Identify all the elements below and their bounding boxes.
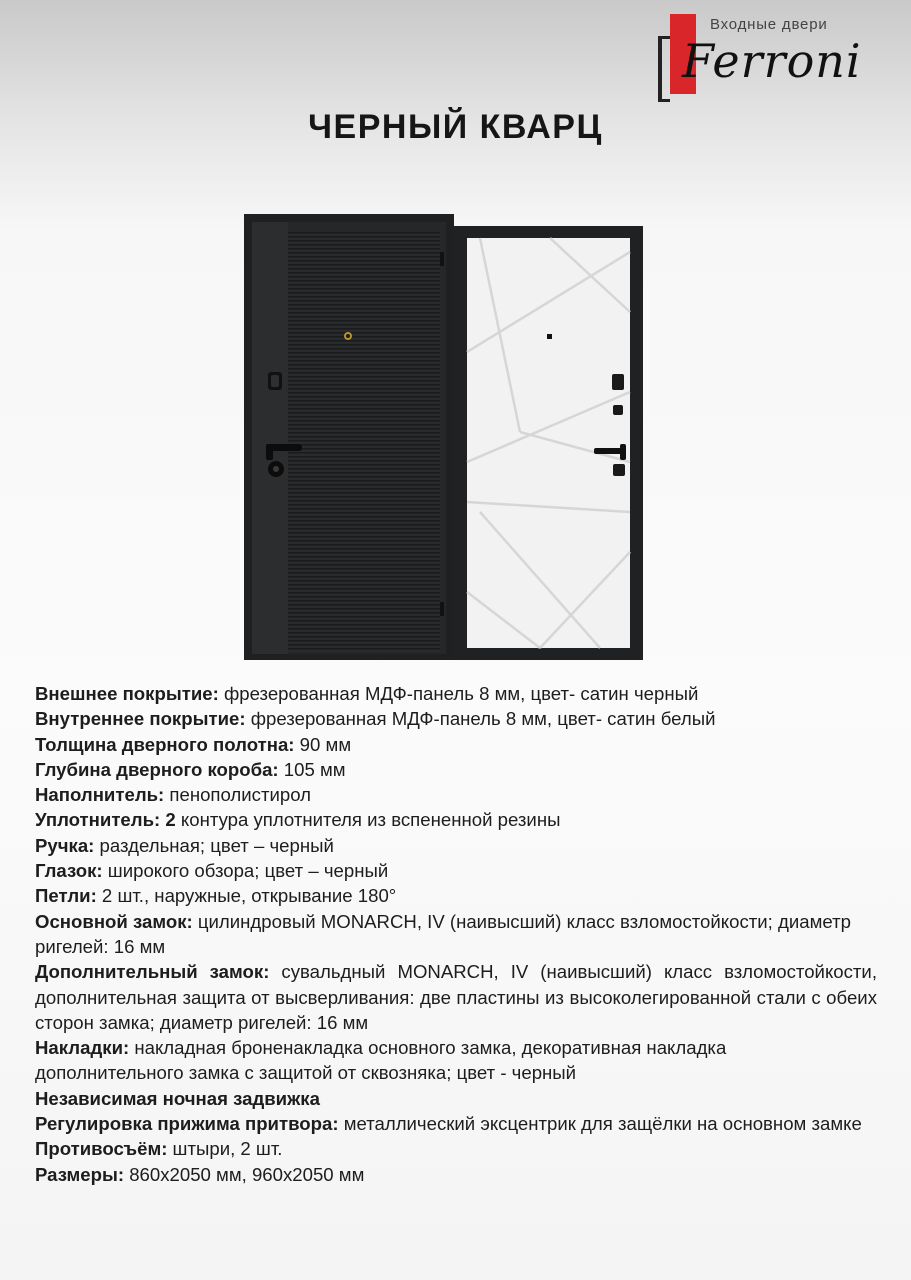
spec-value: 860х2050 мм, 960х2050 мм bbox=[124, 1163, 365, 1185]
spec-main-lock bbox=[35, 909, 877, 960]
spec-value: накладная броненакладка основного замка, декоративная накладка дополнительного замка с защитой от сквозняка; цвет - черный bbox=[35, 1037, 727, 1084]
interior-door-image bbox=[453, 226, 643, 660]
spec-exterior-finish bbox=[35, 681, 877, 706]
exterior-door-image bbox=[244, 214, 454, 660]
spec-hinges bbox=[35, 883, 877, 908]
spec-label: Накладки: bbox=[35, 1037, 130, 1059]
spec-leaf-thickness bbox=[35, 732, 877, 757]
spec-label: Независимая ночная задвижка bbox=[35, 1087, 320, 1109]
spec-interior-finish bbox=[35, 706, 877, 731]
spec-value: пенополистирол bbox=[164, 784, 311, 806]
logo-bracket bbox=[658, 36, 670, 102]
spec-label: Уплотнитель: 2 bbox=[35, 809, 176, 831]
logo-wordmark: Ferroni bbox=[682, 34, 862, 88]
spec-value: штыри, 2 шт. bbox=[167, 1138, 283, 1160]
spec-frame-depth bbox=[35, 757, 877, 782]
spec-value: фрезерованная МДФ-панель 8 мм, цвет- сатин белый bbox=[245, 708, 716, 730]
spec-label: Размеры: bbox=[35, 1163, 125, 1185]
logo-tagline: Входные двери bbox=[710, 16, 828, 33]
spec-label: Противосъём: bbox=[35, 1138, 168, 1160]
spec-value: цилиндровый MONARCH, IV (наивысший) класс взломостойкости; диаметр ригелей: 16 мм bbox=[35, 910, 851, 957]
spec-value: сувальдный MONARCH, IV (наивысший) класс взломостойкости, дополнительная защита от высверливания: две пластины из высоколегированной стали с обеих сторон замка; диаметр ригелей: 16 мм bbox=[35, 961, 877, 1033]
spec-armor-plates bbox=[35, 1035, 877, 1086]
spec-label: Глазок: bbox=[35, 860, 103, 882]
spec-value: широкого обзора; цвет – черный bbox=[102, 860, 389, 882]
spec-seal bbox=[35, 807, 877, 832]
spec-pressure-adjust bbox=[35, 1111, 877, 1136]
spec-value: фрезерованная МДФ-панель 8 мм, цвет- сатин черный bbox=[218, 683, 699, 704]
spec-value: металлический эксцентрик для защёлки на основном замке bbox=[338, 1113, 862, 1135]
spec-value: 90 мм bbox=[294, 733, 352, 755]
page-title: ЧЕРНЫЙ КВАРЦ bbox=[308, 108, 603, 146]
specifications-list bbox=[35, 681, 877, 1187]
spec-filler bbox=[35, 782, 877, 807]
spec-night-latch bbox=[35, 1086, 877, 1111]
spec-label: Толщина дверного полотна: bbox=[35, 733, 295, 755]
spec-handle bbox=[35, 833, 877, 858]
spec-label: Ручка: bbox=[35, 834, 95, 856]
spec-label: Наполнитель: bbox=[35, 784, 165, 806]
spec-label: Внешнее покрытие: bbox=[35, 683, 219, 704]
spec-label: Петли: bbox=[35, 885, 97, 907]
spec-label: Внутреннее покрытие: bbox=[35, 708, 246, 730]
spec-sizes bbox=[35, 1162, 877, 1187]
spec-label: Регулировка прижима притвора: bbox=[35, 1113, 339, 1135]
spec-value: раздельная; цвет – черный bbox=[94, 834, 334, 856]
spec-value: 105 мм bbox=[278, 758, 346, 780]
spec-value: 2 шт., наружные, открывание 180° bbox=[96, 885, 397, 907]
spec-value: контура уплотнителя из вспененной резины bbox=[175, 809, 561, 831]
spec-anti-removal bbox=[35, 1136, 877, 1161]
spec-label: Дополнительный замок: bbox=[35, 961, 270, 983]
spec-additional-lock bbox=[35, 959, 877, 1035]
spec-label: Глубина дверного короба: bbox=[35, 758, 279, 780]
spec-peephole bbox=[35, 858, 877, 883]
spec-label: Основной замок: bbox=[35, 910, 193, 932]
brand-logo bbox=[658, 14, 888, 106]
door-images bbox=[240, 212, 646, 662]
